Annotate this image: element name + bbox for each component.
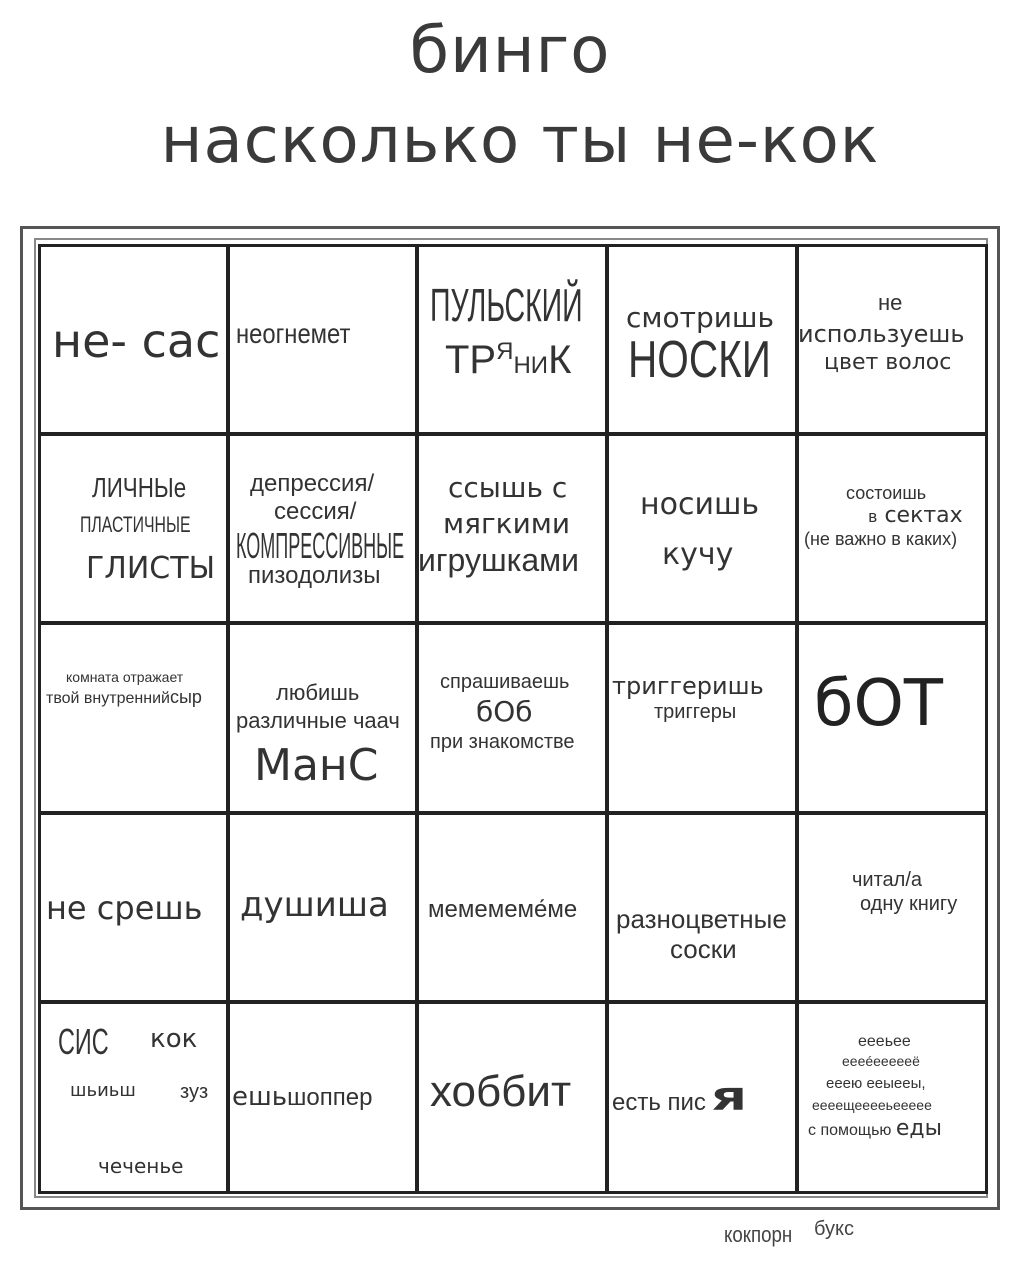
cell-r1c3-line2-b: Я [496, 338, 514, 365]
cell-r1c1-text: не- сас [52, 314, 221, 368]
cell-r3c4-line1: триггеришь [612, 672, 764, 700]
cell-r5c1-word2: кок [150, 1024, 198, 1054]
cell-r2c1-line2: ПЛАСТИЧНЫЕ [80, 512, 191, 537]
cell-r2c1-line3: ГЛИСТЫ [86, 551, 216, 586]
cell-r2c1-line1: ЛИЧНЫе [92, 472, 187, 503]
cell-r3c2-line2: различные чаач [236, 708, 400, 733]
cell-r2c5-line2-a: в [868, 507, 878, 526]
grid-line-h4 [38, 1000, 988, 1004]
cell-r5c5-line3: ееею ееыееы, [826, 1075, 926, 1092]
cell-r1c5-line3: цвет волос [824, 350, 952, 375]
cell-r2c3-line3: игрушками [418, 542, 580, 578]
cell-r5c5-line5-b: еды [895, 1116, 942, 1141]
cell-r3c3-line2: бОб [476, 695, 533, 728]
grid-line-v1 [226, 244, 230, 1194]
cell-r4c2-text: душиша [240, 885, 389, 925]
cell-r5c5-line5-a: с помощью [808, 1122, 892, 1139]
grid-line-h2 [38, 621, 988, 625]
cell-r3c5-text: бОТ [814, 667, 943, 741]
cell-r5c4-word2: Я [709, 1083, 747, 1118]
credit-word1: кокпорн [724, 1222, 793, 1247]
cell-r3c1-line2-a: твой внутренний [46, 690, 170, 707]
title-line-1: бинго [409, 14, 611, 88]
cell-r1c5-line2: используешь [798, 320, 965, 348]
cell-r4c4-line2: соски [670, 934, 737, 964]
cell-r1c3-line2-a: ТР [445, 338, 497, 382]
cell-r4c3-text: мемемеме́ме [428, 896, 578, 923]
cell-r2c2-line2: сессия/ [274, 498, 357, 525]
cell-r3c3-line3: при знакомстве [430, 731, 575, 753]
cell-r1c2-text: неогнемет [236, 318, 351, 349]
cell-r4c5-line1: читал/а [852, 869, 922, 891]
cell-r3c2-line3: МанС [254, 740, 379, 791]
cell-r3c2-line1: любишь [276, 680, 360, 705]
grid-line-v4 [795, 244, 799, 1194]
cell-r5c1-word4: зуз [180, 1081, 209, 1103]
cell-r5c4-text [612, 1083, 747, 1118]
cell-r4c4-line1: разноцветные [616, 904, 787, 934]
cell-r3c1-line2-b: сыр [169, 687, 202, 707]
cell-r5c1-word1: СИС [58, 1021, 109, 1062]
cell-r3c3-line1: спрашиваешь [440, 671, 570, 693]
cell-r5c5-line2: еееéеееееё [842, 1053, 920, 1069]
cell-r5c3-text: хоббит [430, 1067, 572, 1116]
cell-r2c3-line2: мягкими [443, 507, 571, 540]
grid-line-h3 [38, 811, 988, 815]
cell-r2c5-line3: (не важно в каких) [804, 529, 958, 549]
cell-r2c5-line1: состоишь [846, 483, 927, 503]
cell-r5c1-word5: чеченье [98, 1154, 184, 1178]
cell-r3c1-line1: комната отражает [66, 669, 184, 685]
cell-r3c1-line2 [46, 688, 202, 707]
cell-r2c2-line3: КОМПРЕССИВНЫЕ [236, 525, 405, 566]
cell-r1c5-line1: не [878, 290, 903, 315]
cell-r2c5-line2 [868, 505, 963, 527]
cell-r1c4-line1: смотришь [626, 301, 775, 334]
cell-r5c5-line1: еееьее [858, 1033, 911, 1050]
cell-r5c2-text [232, 1084, 372, 1110]
cell-r2c3-line1: ссышь с [448, 471, 568, 504]
cell-r5c2-word2: шоппер [287, 1084, 373, 1111]
cell-r2c2-line4: пизодолизы [248, 562, 381, 589]
cell-r5c5-line4: еееещееееьеееее [812, 1097, 932, 1113]
title-line-2: насколько ты не-кок [160, 104, 880, 178]
cell-r2c5-line2-b: сектах [884, 503, 963, 528]
cell-r5c4-word1: есть пис [612, 1089, 706, 1116]
credit-word2: букс [814, 1218, 854, 1240]
cell-r2c2-line1: депрессия/ [250, 470, 375, 497]
cell-r3c4-line2: триггеры [654, 701, 737, 723]
cell-r2c4-line1: носишь [640, 487, 760, 522]
grid-line-v2 [415, 244, 419, 1194]
cell-r1c3-line2 [445, 340, 571, 380]
cell-r5c2-word1: ешь [232, 1082, 288, 1112]
cell-r1c3-line2-c: НИ [513, 352, 549, 379]
cell-r4c1-text: не срешь [46, 889, 203, 927]
cell-r5c5-line5 [808, 1118, 942, 1140]
cell-r5c1-word3: шьиьш [70, 1080, 136, 1101]
cell-r4c5-line2: одну книгу [860, 893, 958, 915]
grid-line-v3 [605, 244, 609, 1194]
cell-r1c3-line2-d: К [548, 338, 572, 382]
cell-r1c3-line1: ПУЛЬСКИЙ [430, 279, 583, 331]
cell-r2c4-line2: кучу [662, 537, 734, 572]
grid-line-h1 [38, 432, 988, 436]
cell-r1c4-line2: НОСКИ [628, 331, 771, 389]
